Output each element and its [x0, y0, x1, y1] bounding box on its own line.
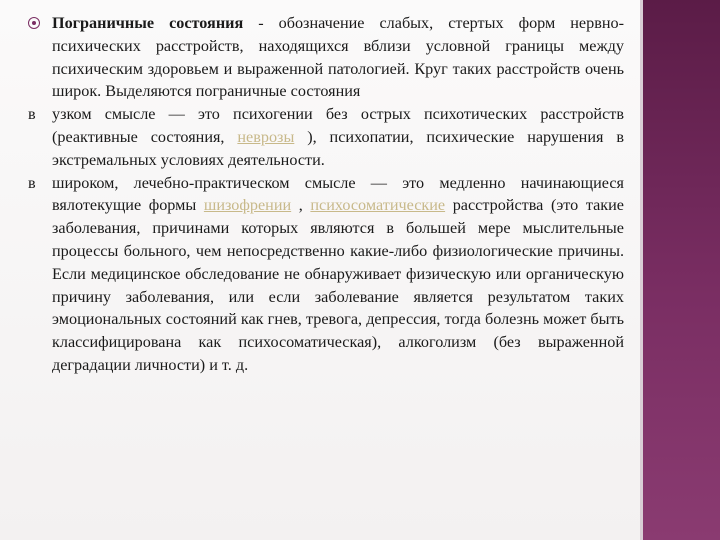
broad-text-start: широком, лечебно-практическом смысле — это медленно начинающиеся вялотекущие формы: [52, 173, 624, 215]
slide-body-text: [28, 12, 624, 377]
narrow-text-start: узком смысле — это психогении без острых психотических расстройств (реактивные состояния,: [52, 105, 624, 146]
circle-bullet-icon: [28, 17, 40, 29]
link-neuroses[interactable]: неврозы: [237, 127, 295, 146]
narrow-text-end: ), психопатии, психические нарушения в экстремальных условиях деятельности.: [52, 127, 624, 169]
paragraph-borderline-states: [28, 12, 624, 103]
side-decor-panel: [643, 0, 720, 540]
term-borderline-states: Пограничные состояния: [52, 14, 244, 32]
link-psychosomatic[interactable]: психосоматические: [310, 196, 446, 215]
broad-text-end: расстройства (это такие заболевания, причинами которых являются в большей мере мыслительные процессы больного, чем непосредственно какие-либо физиологические причины. Если медицинское обследование не обнаруживает физическую или органическую причину заболевания, или если заболевание является результатом таких эмоциональных состояний как гнев, тревога, депрессия, тогда болезнь может быть классифицирована как психосоматическая), алкоголизм (без выраженной деградации личности) и т. д.: [52, 196, 624, 374]
list-marker: в: [28, 105, 36, 124]
paragraph-narrow-sense: [28, 103, 624, 171]
link-schizophrenia[interactable]: шизофрении: [203, 196, 292, 215]
broad-text-middle: ,: [291, 196, 311, 215]
paragraph-broad-sense: [28, 172, 624, 377]
list-marker: в: [28, 173, 36, 192]
definition-text: - обозначение слабых, стертых форм нервно-психических расстройств, находящихся вблизи условной границы между психическим здоровьем и выраженной патологией. Круг таких расстройств очень широк. Выделяются пограничные состояния: [52, 14, 624, 101]
